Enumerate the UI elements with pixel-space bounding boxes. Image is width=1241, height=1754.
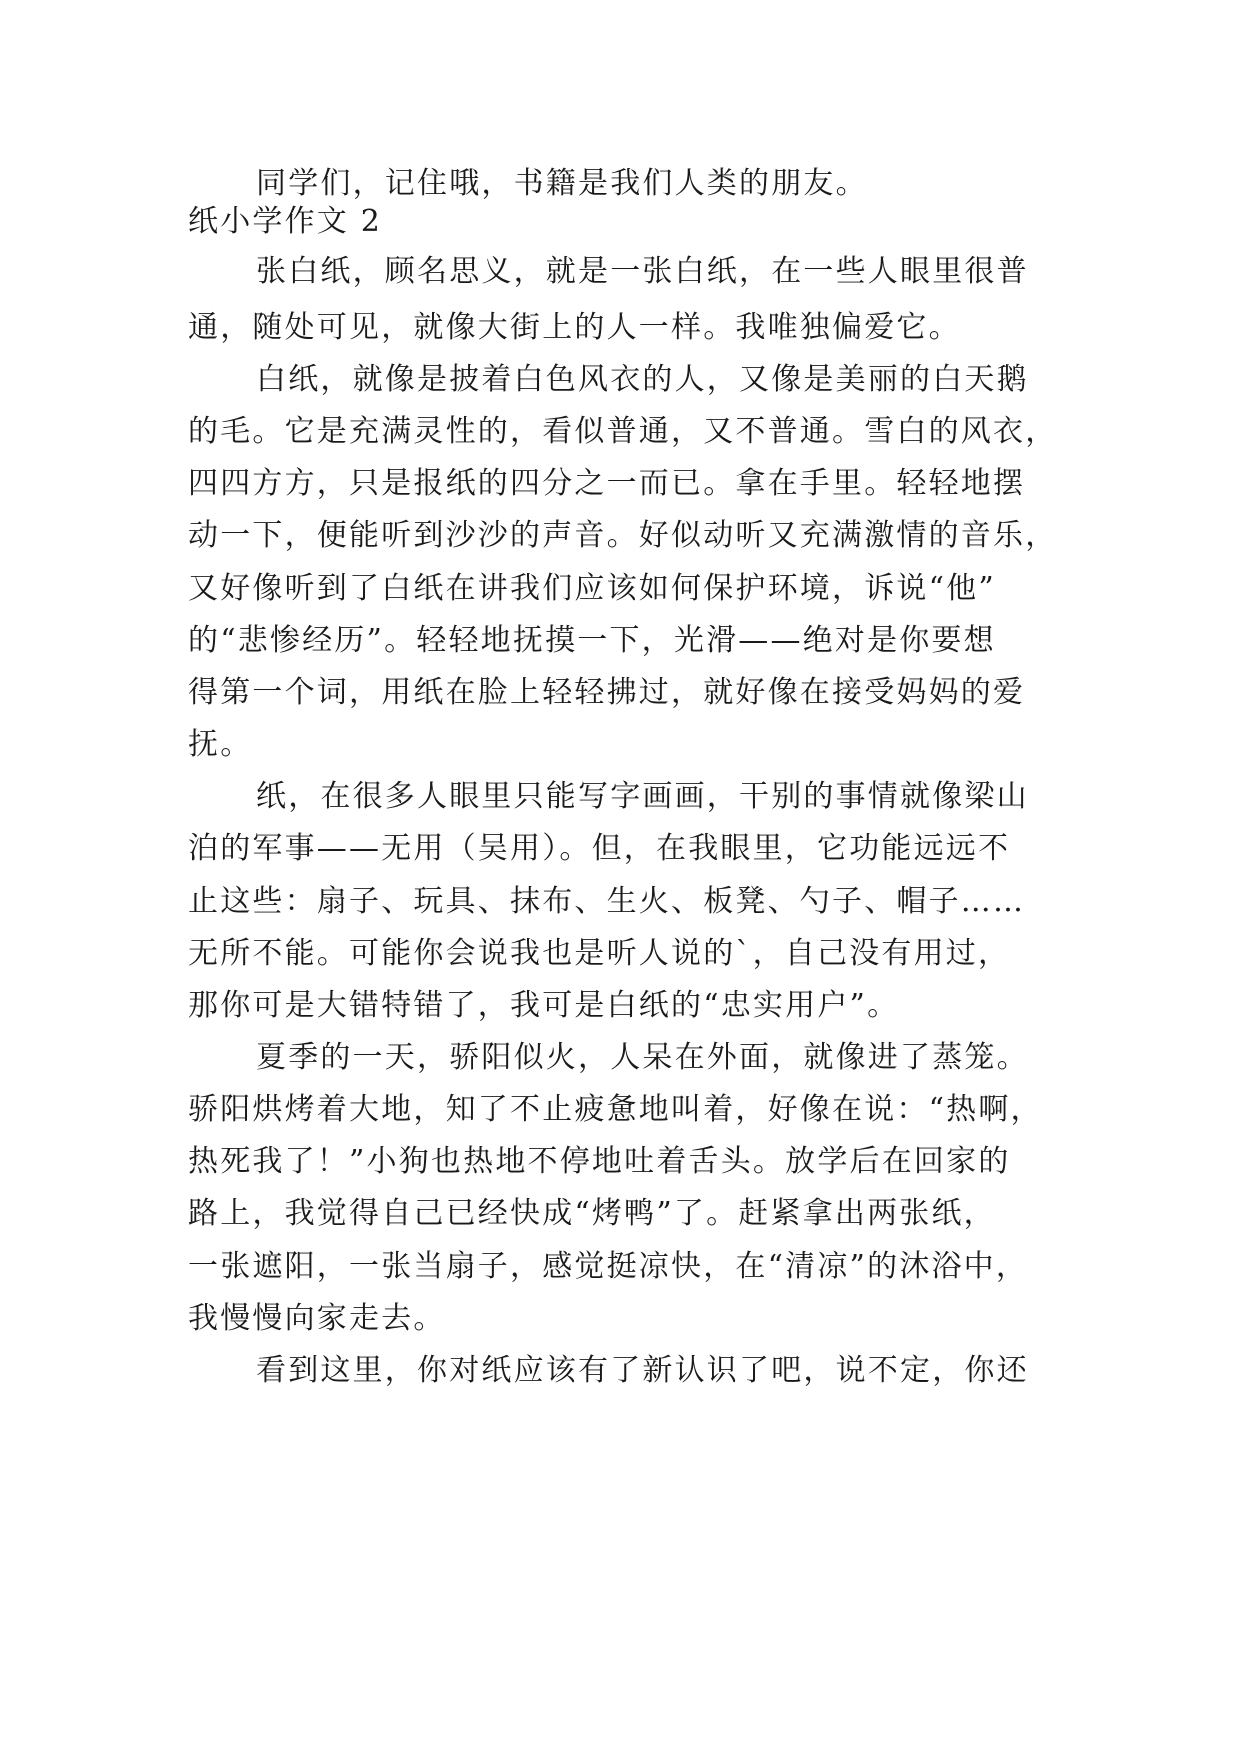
text-line: 无所不能。可能你会说我也是听人说的`，自己没有用过， — [188, 936, 1011, 971]
text-line: 得第一个词，用纸在脸上轻轻拂过，就好像在接受妈妈的爱 — [188, 675, 1026, 710]
text-line: 热死我了！”小狗也热地不停地吐着舌头。放学后在回家的 — [188, 1144, 1011, 1179]
text-line: 张白纸，顾名思义，就是一张白纸，在一些人眼里很普 — [256, 254, 1029, 289]
text-line: 抚。 — [188, 727, 253, 762]
text-line: 通，随处可见，就像大街上的人一样。我唯独偏爱它。 — [188, 310, 961, 345]
text-line: 同学们，记住哦，书籍是我们人类的朋友。 — [256, 166, 868, 201]
text-line: 白纸，就像是披着白色风衣的人，又像是美丽的白天鹅 — [256, 362, 1029, 397]
text-line: 夏季的一天，骄阳似火，人呆在外面，就像进了蒸笼。 — [256, 1040, 1029, 1075]
text-line: 纸，在很多人眼里只能写字画画，干别的事情就像梁山 — [256, 779, 1029, 814]
text-line: 一张遮阳，一张当扇子，感觉挺凉快，在“清凉”的沐浴中， — [188, 1249, 1029, 1284]
text-line: 的“悲惨经历”。轻轻地抚摸一下，光滑——绝对是你要想 — [188, 623, 996, 658]
text-line: 路上，我觉得自己已经快成“烤鸭”了。赶紧拿出两张纸， — [188, 1196, 996, 1231]
text-line: 看到这里，你对纸应该有了新认识了吧，说不定，你还 — [256, 1353, 1029, 1388]
text-line: 的毛。它是充满灵性的，看似普通，又不普通。雪白的风衣， — [188, 414, 1058, 449]
text-line: 又好像听到了白纸在讲我们应该如何保护环境，诉说“他” — [188, 571, 996, 606]
text-line: 那你可是大错特错了，我可是白纸的“忠实用户”。 — [188, 988, 900, 1023]
text-line: 泊的军事——无用（吴用）。但，在我眼里，它功能远远不 — [188, 831, 1011, 866]
section-heading: 纸小学作文 2 — [188, 204, 383, 239]
text-line: 骄阳烘烤着大地，知了不止疲惫地叫着，好像在说：“热啊， — [188, 1092, 1043, 1127]
text-line: 我慢慢向家走去。 — [188, 1301, 446, 1336]
text-line: 动一下，便能听到沙沙的声音。好似动听又充满激情的音乐， — [188, 518, 1058, 553]
text-line: 止这些：扇子、玩具、抹布、生火、板凳、勺子、帽子…… — [188, 884, 1026, 919]
text-line: 四四方方，只是报纸的四分之一而已。拿在手里。轻轻地摆 — [188, 466, 1026, 501]
